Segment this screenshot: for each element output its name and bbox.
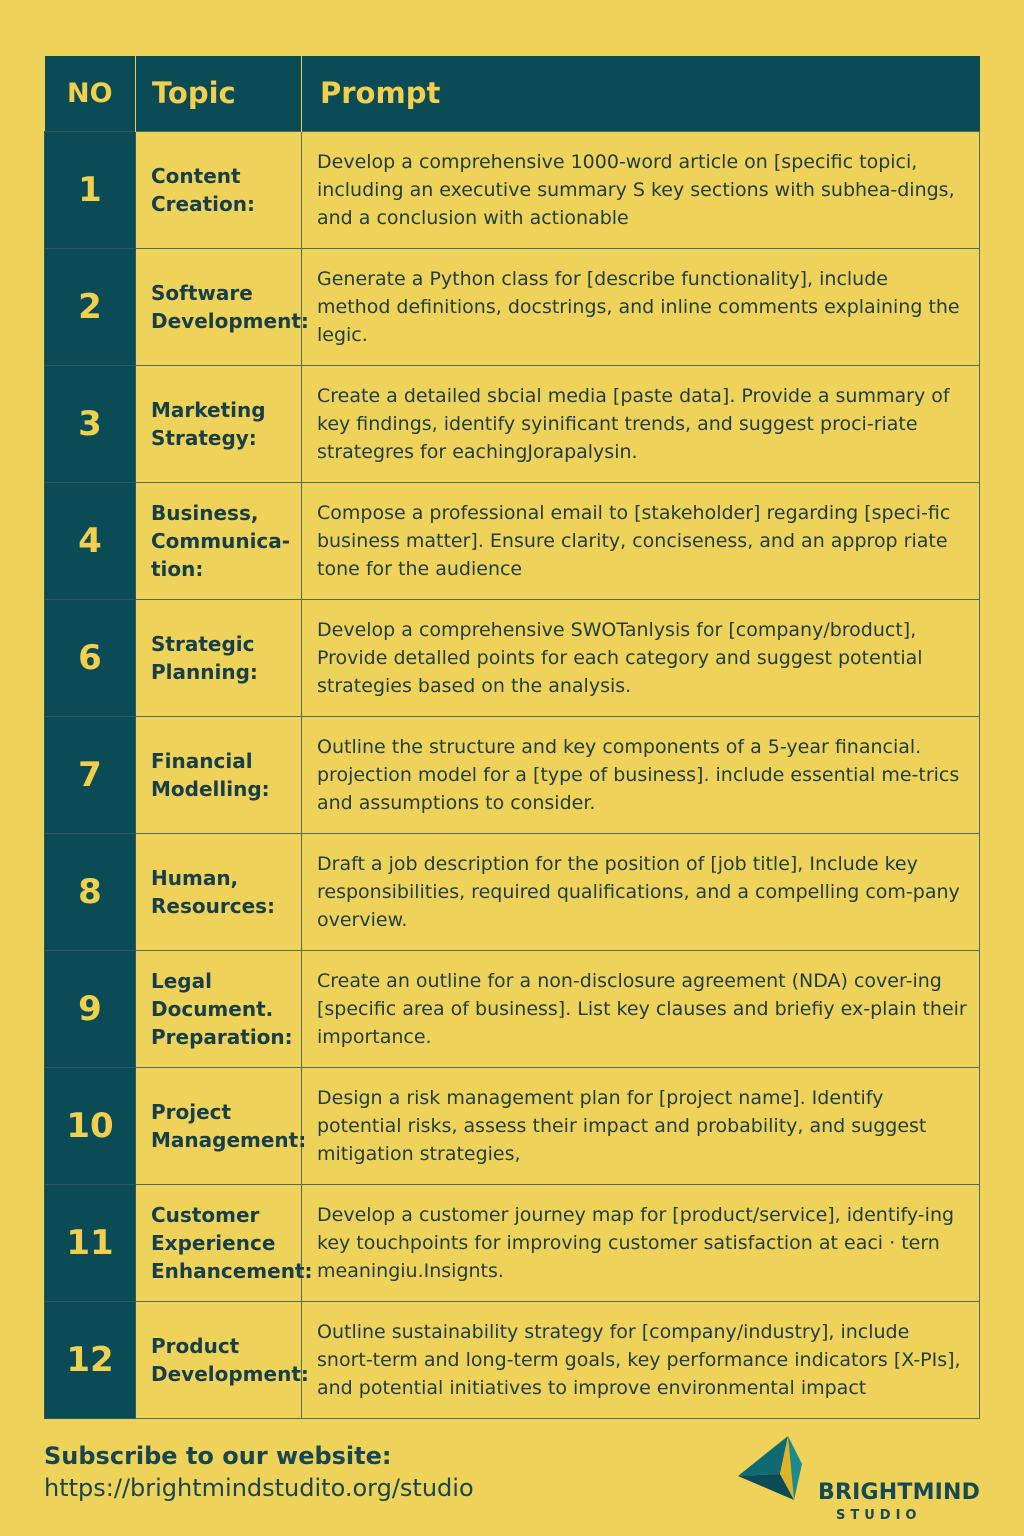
row-number: 10 <box>45 1067 136 1184</box>
table-row <box>45 599 980 716</box>
website-link[interactable]: https://brightmindstudito.org/studio <box>44 1474 474 1502</box>
row-number: 3 <box>45 365 136 482</box>
brand-name: BRIGHTMIND <box>818 1480 981 1505</box>
row-topic: Legal Document. Preparation: <box>136 950 302 1067</box>
row-topic: Strategic Planning: <box>136 599 302 716</box>
brand-subtitle: STUDIO <box>836 1508 922 1523</box>
row-topic: Customer Experience Enhancement: <box>136 1184 302 1301</box>
row-prompt: Develop a customer journey map for [product/service], identify-ing key touchpoints for improving customer satisfaction at eaci · tern meaningiu.Insignts. <box>302 1184 980 1301</box>
row-number: 2 <box>45 248 136 365</box>
table-row <box>45 1184 980 1301</box>
row-number: 1 <box>45 131 136 248</box>
header-no: NO <box>45 56 136 131</box>
header-topic: Topic <box>136 56 302 131</box>
subscribe-label: Subscribe to our website: <box>44 1442 392 1470</box>
table-row <box>45 716 980 833</box>
row-number: 6 <box>45 599 136 716</box>
row-topic: Project Management: <box>136 1067 302 1184</box>
row-prompt: Design a risk management plan for [project name]. Identify potential risks, assess their impact and probability, and suggest mitigation strategies, <box>302 1067 980 1184</box>
row-prompt: Generate a Python class for [describe functionality], include method definitions, docstrings, and inline comments explaining the legic. <box>302 248 980 365</box>
row-prompt: Create an outline for a non-disclosure agreement (NDA) cover-ing [specific area of business]. List key clauses and briefiy ex-plain their importance. <box>302 950 980 1067</box>
row-topic: Human, Resources: <box>136 833 302 950</box>
table-row <box>45 131 980 248</box>
row-number: 12 <box>45 1301 136 1418</box>
row-number: 7 <box>45 716 136 833</box>
row-prompt: Compose a professional email to [stakeholder] regarding [speci-fic business matter]. Ensure clarity, conciseness, and an approp riate tone for the audience <box>302 482 980 599</box>
row-number: 11 <box>45 1184 136 1301</box>
table-row <box>45 365 980 482</box>
row-prompt: Develop a comprehensive 1000-word article on [specific topici, including an executive summary S key sections with subhea-dings, and a conclusion with actionable <box>302 131 980 248</box>
prompt-table-container <box>44 56 979 1419</box>
row-topic: Software Development: <box>136 248 302 365</box>
row-prompt: Outline sustainability strategy for [company/industry], include snort-term and long-term goals, key performance indicators [X-PIs], and potential initiatives to improve environmental impact <box>302 1301 980 1418</box>
brightmind-logo <box>736 1434 986 1526</box>
prompt-table <box>44 56 980 1419</box>
row-topic: Content Creation: <box>136 131 302 248</box>
table-row <box>45 248 980 365</box>
row-number: 9 <box>45 950 136 1067</box>
row-topic: Product Development: <box>136 1301 302 1418</box>
row-topic: Business, Communica-tion: <box>136 482 302 599</box>
footer-subscribe <box>44 1440 474 1504</box>
header-prompt: Prompt <box>302 56 980 131</box>
table-header-row <box>45 56 980 131</box>
row-topic: Marketing Strategy: <box>136 365 302 482</box>
table-row <box>45 1301 980 1418</box>
table-row <box>45 482 980 599</box>
table-row <box>45 1067 980 1184</box>
row-prompt: Draft a job description for the position of [job title], Include key responsibilities, required qualifications, and a compelling com-pany overview. <box>302 833 980 950</box>
row-topic: Financial Modelling: <box>136 716 302 833</box>
triangle-logo-icon <box>736 1434 818 1504</box>
row-prompt: Outline the structure and key components of a 5-year financial. projection model for a [type of business]. include essential me-trics and assumptions to consider. <box>302 716 980 833</box>
table-row <box>45 950 980 1067</box>
row-prompt: Create a detailed sbcial media [paste data]. Provide a summary of key findings, identify syinificant trends, and suggest proci-riate strategres for eachingJorapalysin. <box>302 365 980 482</box>
table-row <box>45 833 980 950</box>
row-number: 4 <box>45 482 136 599</box>
row-prompt: Develop a comprehensive SWOTanlysis for [company/broduct], Provide detalled points for each category and suggest potential strategies based on the analysis. <box>302 599 980 716</box>
row-number: 8 <box>45 833 136 950</box>
